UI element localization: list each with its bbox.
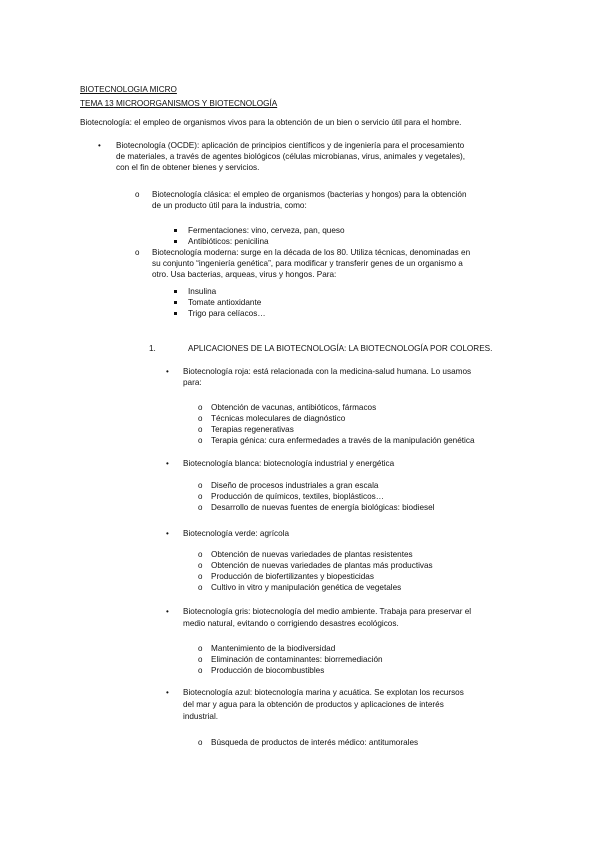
bullet-disc: • [166,367,169,376]
bullet-circle: o [198,503,203,512]
bullet-circle: o [198,655,203,664]
bullet-square [174,290,177,293]
topic-number: TEMA 13 [80,99,114,108]
bullet-disc: • [166,688,169,697]
bullet-disc: • [98,141,101,150]
bullet-circle: o [198,583,203,592]
verde-item: Cultivo in vitro y manipulación genética de vegetales [211,583,402,592]
blanca-item: Producción de químicos, textiles, bioplásticos… [211,492,384,501]
bullet-square [174,312,177,315]
verde-line-1: Biotecnología verde: agrícola [183,529,290,538]
verde-item: Obtención de nuevas variedades de plantas más productivas [211,561,433,570]
bullet-circle: o [198,550,203,559]
bullet-circle: o [198,738,203,747]
roja-line-1: Biotecnología roja: está relacionada con la medicina-salud humana. Lo usamos [183,367,472,376]
roja-item: Terapia génica: cura enfermedades a través de la manipulación genética [211,436,475,445]
verde-item: Producción de biofertilizantes y biopesticidas [211,572,374,581]
clasica-line-1: Biotecnología clásica: el empleo de organismos (bacterias y hongos) para la obtención [152,190,467,199]
bullet-circle: o [198,436,203,445]
moderna-line-1: Biotecnología moderna: surge en la década de los 80. Utiliza técnicas, denominadas en [152,248,471,257]
moderna-line-3: otro. Usa bacterias, arqueas, virus y hongos. Para: [152,270,337,279]
course-title: BIOTECNOLOGIA MICRO [80,85,177,94]
ocde-line-3: con el fin de obtener bienes y servicios. [116,163,260,172]
gris-item: Producción de biocombustibles [211,666,325,675]
moderna-line-2: su conjunto “ingeniería genética”, para modificar y transferir genes de un organismo a [152,259,463,268]
azul-line-1: Biotecnología azul: biotecnología marina y acuática. Se explotan los recursos [183,688,464,697]
section-title: APLICACIONES DE LA BIOTECNOLOGÍA: LA BIOTECNOLOGÍA POR COLORES. [188,344,493,353]
section-number: 1. [149,344,156,353]
definition: Biotecnología: el empleo de organismos vivos para la obtención de un bien o servicio útil para el hombre. [80,118,462,127]
bullet-circle: o [198,492,203,501]
bullet-circle: o [198,425,203,434]
blanca-line-1: Biotecnología blanca: biotecnología industrial y energética [183,459,395,468]
bullet-circle: o [135,248,140,257]
bullet-circle: o [135,190,140,199]
bullet-disc: • [166,607,169,616]
topic-heading [80,98,277,109]
bullet-circle: o [198,414,203,423]
azul-item: Búsqueda de productos de interés médico: antitumorales [211,738,419,747]
bullet-circle: o [198,481,203,490]
clasica-item: Fermentaciones: vino, cerveza, pan, queso [188,226,345,235]
moderna-item: Tomate antioxidante [188,298,262,307]
moderna-item: Insulina [188,287,217,296]
topic-title: MICROORGANISMOS Y BIOTECNOLOGÍA [115,99,278,108]
bullet-square [174,240,177,243]
gris-item: Eliminación de contaminantes: biorremediación [211,655,383,664]
bullet-disc: • [166,529,169,538]
roja-item: Obtención de vacunas, antibióticos, fármacos [211,403,377,412]
bullet-circle: o [198,403,203,412]
ocde-line-1: Biotecnología (OCDE): aplicación de principios científicos y de ingeniería para el procesamiento [116,141,465,150]
gris-item: Mantenimiento de la biodiversidad [211,644,336,653]
bullet-circle: o [198,644,203,653]
gris-line-2: medio natural, evitando o corrigiendo desastres ecológicos. [183,619,399,628]
bullet-circle: o [198,572,203,581]
bullet-square [174,229,177,232]
roja-line-2: para: [183,378,202,387]
clasica-line-2: de un producto útil para la industria, como: [152,201,307,210]
blanca-item: Diseño de procesos industriales a gran escala [211,481,379,490]
gris-line-1: Biotecnología gris: biotecnología del medio ambiente. Trabaja para preservar el [183,607,472,616]
bullet-square [174,301,177,304]
bullet-disc: • [166,459,169,468]
ocde-line-2: de materiales, a través de agentes biológicos (células microbianas, virus, animales y vegetales), [116,152,466,161]
verde-item: Obtención de nuevas variedades de plantas resistentes [211,550,413,559]
clasica-item: Antibióticos: penicilina [188,237,269,246]
moderna-item: Trigo para celíacos… [188,309,266,318]
azul-line-2: del mar y agua para la obtención de productos y aplicaciones de interés [183,700,444,709]
azul-line-3: industrial. [183,712,219,721]
bullet-circle: o [198,666,203,675]
blanca-item: Desarrollo de nuevas fuentes de energía biológicas: biodiesel [211,503,435,512]
bullet-circle: o [198,561,203,570]
roja-item: Terapias regenerativas [211,425,294,434]
roja-item: Técnicas moleculares de diagnóstico [211,414,346,423]
